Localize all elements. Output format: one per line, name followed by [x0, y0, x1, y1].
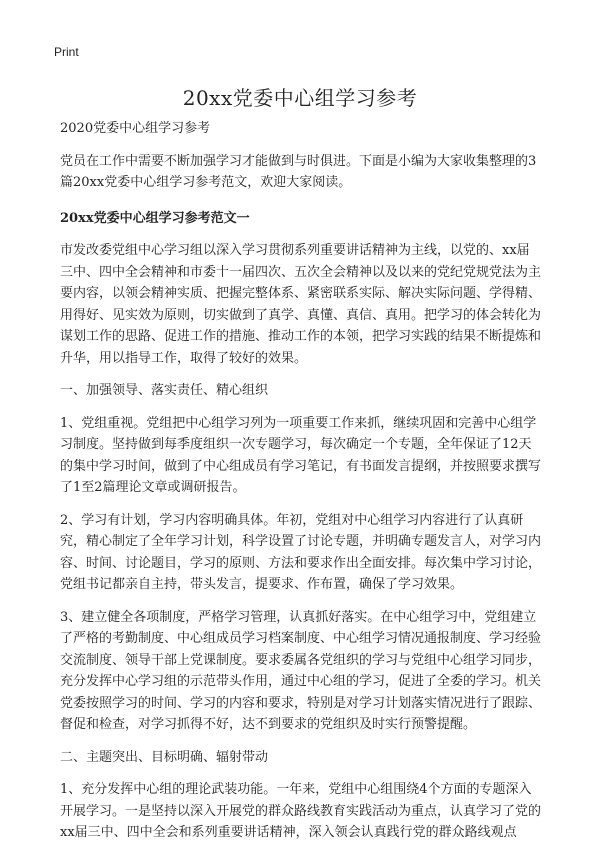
document-body — [60, 118, 542, 844]
page-title: 20xx党委中心组学习参考 — [182, 86, 418, 110]
body-paragraph-1: 市发改委党组中心学习组以深入学习贯彻系列重要讲话精神为主线，以党的、xx届三中、四中全会精神和市委十一届四次、五次全会精神以及以来的党纪党规党法为主要内容，以领会精神实质、把握完整体系、紧密联系实际、解决实际问题、学得精、用得好、见实效为原则，切实做到了真学、真懂、真信、真用。把学习的体会转化为谋划工作的思路、促进工作的措施、推动工作的本领，把学习实践的结果不断提炼和升华，用以指导工作，取得了较好的效果。 — [60, 243, 542, 366]
intro-paragraph: 党员在工作中需要不断加强学习才能做到与时俱进。下面是小编为大家收集整理的3篇20xx党委中心组学习参考范文，欢迎大家阅读。 — [60, 153, 537, 190]
document-subtitle: 2020党委中心组学习参考 — [60, 121, 211, 136]
list-item-4: 1、充分发挥中心组的理论武装功能。一年来，党组中心组围绕4个方面的专题深入开展学习。一是坚持以深入开展党的群众路线教育实践活动为重点，认真学习了党的xx届三中、四中全会和系列重要讲话精神，深入领会认真践行党的群众路线观点 — [60, 782, 542, 840]
heading-2: 二、主题突出、目标明确、辐射带动 — [60, 749, 269, 765]
section-heading: 20xx党委中心组学习参考范文一 — [60, 210, 250, 226]
list-item-3: 3、建立健全各项制度，严格学习管理，认真抓好落实。在中心组学习中，党组建立了严格的考勤制度、中心组成员学习档案制度、中心组学习情况通报制度、学习经验交流制度、领导干部上党课制度。要求委属各党组织的学习与党组中心组学习同步，充分发挥中心学习组的示范带头作用，通过中心组的学习，促进了全委的学习。机关党委按照学习的时间、学习的内容和要求，特别是对学习计划落实情况进行了跟踪、督促和检查，对学习抓得不好，达不到要求的党组织及时实行预警提醒。 — [60, 609, 542, 732]
heading-1: 一、加强领导、落实责任、精心组织 — [60, 383, 269, 398]
list-item-2: 2、学习有计划，学习内容明确具体。年初，党组对中心组学习内容进行了认真研究，精心制定了全年学习计划，科学设置了讨论专题，并明确专题发言人，对学习内容、时间、讨论题目，学习的原则、方法和要求作出全面安排。每次集中学习讨论，党组书记都亲自主持，带头发言，提要求、作布置，确保了学习效果。 — [60, 512, 542, 592]
print-link[interactable]: Print — [54, 45, 79, 59]
list-item-1: 1、党组重视。党组把中心组学习列为一项重要工作来抓，继续巩固和完善中心组学习制度。坚持做到每季度组织一次专题学习，每次确定一个专题，全年保证了12天的集中学习时间，做到了中心组成员有学习笔记，有书面发言提纲，并按照要求撰写了1至2篇理论文章或调研报告。 — [60, 415, 542, 495]
